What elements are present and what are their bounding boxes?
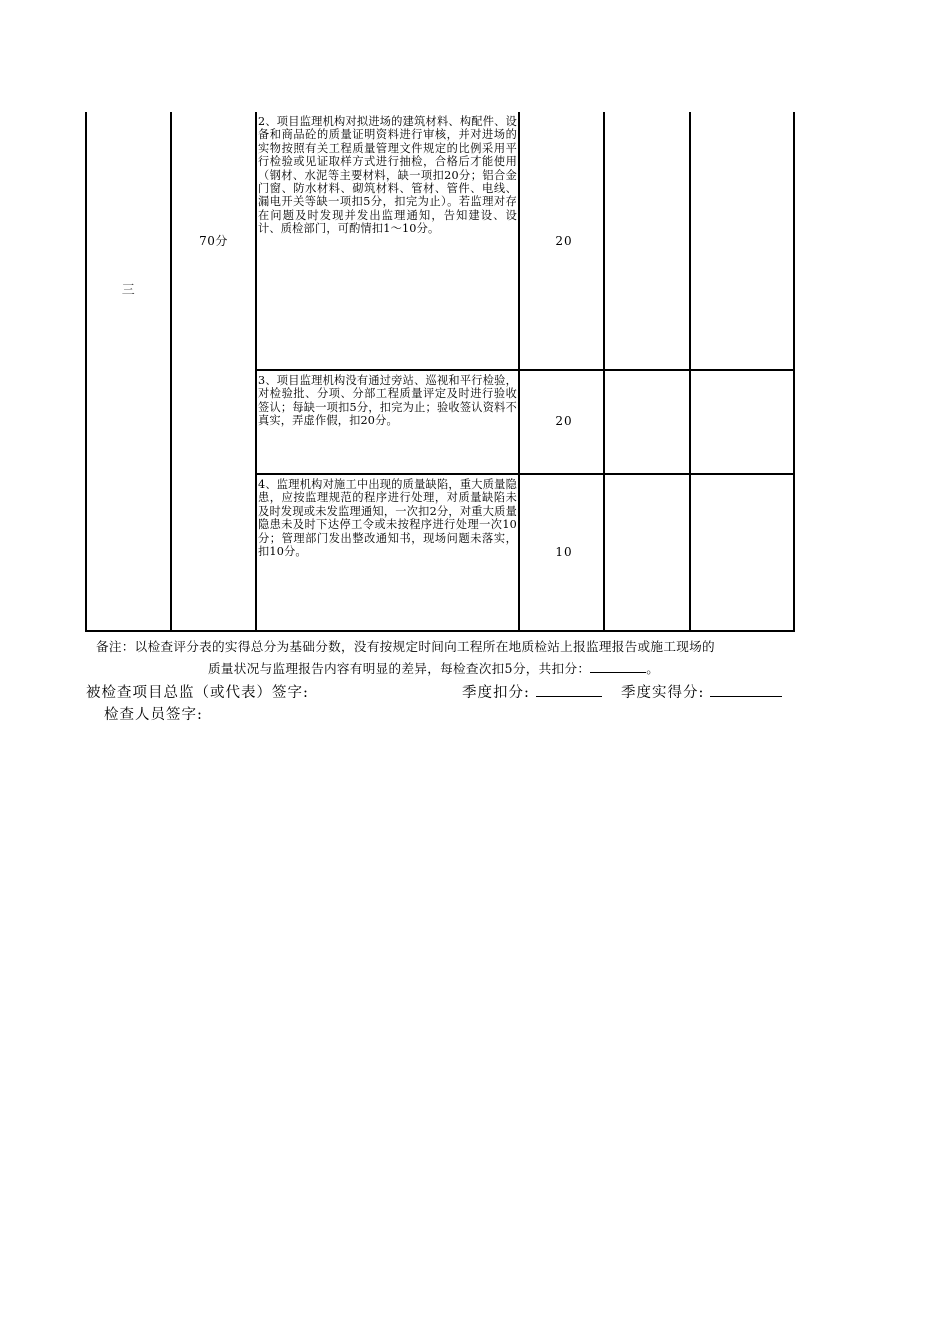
row-3-description: 3、项目监理机构没有通过旁站、巡视和平行检验，对检验批、分项、分部工程质量评定及时进行验收签认；每缺一项扣5分，扣完为止；验收签认资料不真实，弄虚作假，扣20分。 [258,374,517,428]
row-2-description: 2、项目监理机构对拟进场的建筑材料、构配件、设备和商品砼的质量证明资料进行审核，并对进场的实物按照有关工程质量管理文件规定的比例采用平行检验或见证取样方式进行抽检，合格后才能使用（钢材、水泥等主要材料，缺一项扣20分；铝合金门窗、防水材料、砌筑材料、管材、管件、电线、漏电开关等缺一项扣5分，扣完为止）。若监理对存在问题及时发现并发出监理通知，告知建设、设计、质检部门，可酌情扣1～10分。 [258,115,517,236]
row-4-description: 4、监理机构对施工中出现的质量缺陷，重大质量隐患，应按监理规范的程序进行处理，对质量缺陷未及时发现或未发监理通知，一次扣2分，对重大质量隐患未及时下达停工令或未按程序进行处理一次10分；管理部门发出整改通知书，现场问题未落实，扣10分。 [258,478,517,559]
table-divider-1 [170,112,172,632]
quarter-score-blank [710,684,782,697]
table-border-bottom [85,630,795,632]
quarter-score-label: 季度实得分: [621,685,705,701]
note-line-2-text: 质量状况与监理报告内容有明显的差异，每检查次扣5分，共扣分： [208,661,591,676]
table-border-right [793,112,795,632]
section-points: 70分 [199,233,228,248]
table-divider-3 [518,112,520,632]
note-line-2-end: 。 [646,661,660,676]
section-number: 三 [121,282,136,298]
deduction-total-blank [590,660,646,673]
quarter-deduction-label: 季度扣分: [462,685,530,701]
quarter-score-field [621,681,782,702]
table-border-left [85,112,87,632]
row-divider-2 [255,473,795,475]
evaluation-table [85,112,795,632]
quarter-deduction-blank [536,684,602,697]
row-divider-1 [255,369,795,371]
row-4-score: 10 [555,545,573,559]
inspector-signature-label: 检查人员签字: [104,707,203,723]
row-3-score: 20 [555,414,573,428]
table-divider-5 [689,112,691,632]
note-line-1: 备注：以检查评分表的实得总分为基础分数，没有按规定时间向工程所在地质检站上报监理报告或施工现场的 [96,639,715,654]
table-divider-2 [255,112,257,632]
supervisor-signature-label: 被检查项目总监（或代表）签字: [86,685,309,701]
note-line-2 [208,658,659,677]
quarter-deduction-field [462,681,602,702]
row-2-score: 20 [555,234,573,248]
